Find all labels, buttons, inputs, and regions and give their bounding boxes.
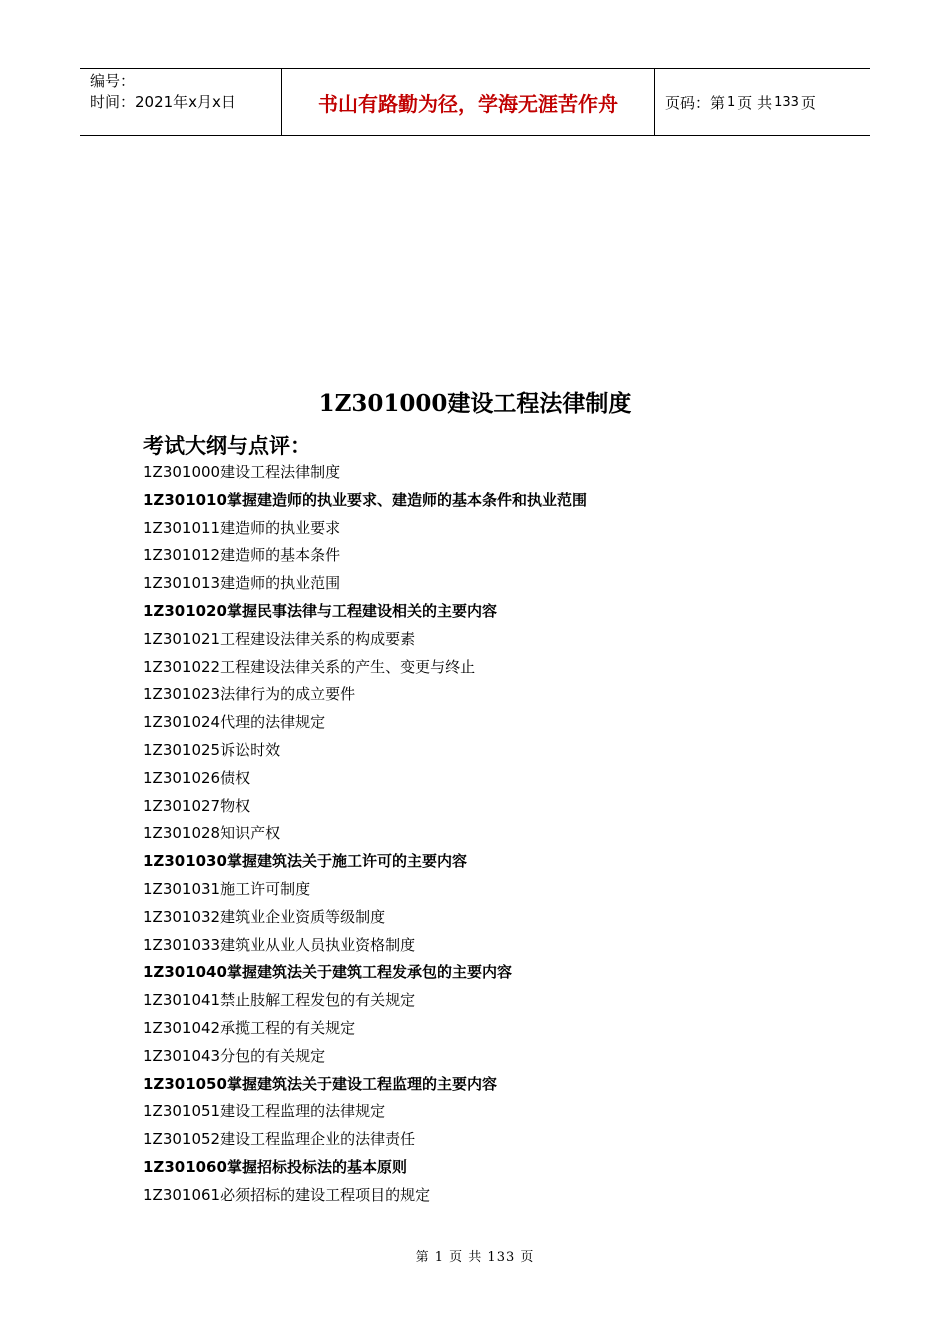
outline-item-code: 1Z301032 [143,907,221,926]
outline-item [143,709,587,737]
outline-item-code: 1Z301023 [143,685,221,704]
number-label: 编号： [90,72,136,90]
outline-item-code: 1Z301028 [143,824,221,843]
outline-item-text: 建设工程监理企业的法律责任 [220,1130,416,1149]
outline-item [143,1015,587,1043]
outline-item-code: 1Z301010 [143,490,227,509]
outline-item-code: 1Z301012 [143,546,221,565]
outline-item-code: 1Z301030 [143,852,227,871]
outline-item-code: 1Z301052 [143,1130,221,1149]
page-prefix: 页码：第 [665,93,726,112]
page-suffix: 页 [800,93,816,112]
outline-item [143,765,587,793]
outline-item [143,654,587,682]
outline-item-code: 1Z301061 [143,1185,221,1204]
outline-item-text: 建设工程法律制度 [220,463,341,481]
outline-item-code: 1Z301022 [143,657,221,676]
outline-item [143,848,587,876]
outline-item-text: 承揽工程的有关规定 [220,1018,356,1037]
outline-item [143,1043,587,1071]
outline-item-text: 掌握建筑法关于建筑工程发承包的主要内容 [226,963,512,982]
header-meta-cell [80,69,282,135]
outline-item [143,626,587,654]
outline-item [143,570,587,598]
outline-item [143,542,587,570]
outline-item [143,876,587,904]
outline-item [143,1126,587,1154]
outline-item [143,1071,587,1099]
outline-item-code: 1Z301021 [143,629,221,648]
outline-item-text: 掌握建造师的执业要求、建造师的基本条件和执业范围 [226,490,587,509]
outline-item [143,681,587,709]
outline-item-code: 1Z301040 [143,963,227,982]
outline-item [143,1182,587,1210]
outline-item-text: 知识产权 [220,824,281,843]
outline-item-text: 代理的法律规定 [220,713,326,732]
outline-item-code: 1Z301000 [143,463,221,481]
outline-item-code: 1Z301011 [143,518,221,537]
page-mid: 页 共 [737,93,773,112]
outline-item [143,1098,587,1126]
outline-item [143,459,587,487]
header-page-cell [655,69,870,135]
outline-item-code: 1Z301024 [143,713,221,732]
outline-item-text: 分包的有关规定 [220,1046,326,1065]
outline-item [143,820,587,848]
outline-item-text: 掌握招标投标法的基本原则 [226,1157,407,1176]
outline-item [143,959,587,987]
document-title: 1Z301000建设工程法律制度 [318,390,632,417]
outline-item-code: 1Z301051 [143,1102,221,1121]
outline-item-text: 建筑业从业人员执业资格制度 [220,935,416,954]
outline-item-text: 物权 [220,796,251,815]
outline-item-text: 债权 [220,768,251,787]
outline-item-code: 1Z301041 [143,991,221,1010]
outline-item [143,987,587,1015]
outline-item [143,487,587,515]
outline-item [143,904,587,932]
outline-item-text: 诉讼时效 [220,740,281,759]
outline-item-text: 建筑业企业资质等级制度 [220,907,386,926]
section-heading: 考试大纲与点评： [143,433,311,458]
outline-item [143,1154,587,1182]
outline-item-code: 1Z301050 [143,1074,227,1093]
outline-item-text: 法律行为的成立要件 [220,685,356,704]
outline-item [143,932,587,960]
time-label: 时间：2021年x月x日 [90,93,236,111]
outline-item-text: 建造师的执业要求 [220,518,341,537]
outline-item-text: 建造师的执业范围 [220,574,341,593]
outline-item-code: 1Z301033 [143,935,221,954]
outline-item-code: 1Z301042 [143,1018,221,1037]
outline-item-text: 建造师的基本条件 [220,546,341,565]
outline-item [143,793,587,821]
page-header [80,68,870,136]
outline-item-text: 施工许可制度 [220,879,311,898]
header-motto-cell [282,69,655,135]
outline-item-code: 1Z301020 [143,601,227,620]
outline-item-code: 1Z301043 [143,1046,221,1065]
outline-item-text: 工程建设法律关系的构成要素 [220,629,416,648]
outline-item-text: 掌握建筑法关于建设工程监理的主要内容 [226,1074,497,1093]
outline-item [143,737,587,765]
outline-item-code: 1Z301027 [143,796,221,815]
outline-item-text: 掌握民事法律与工程建设相关的主要内容 [226,601,497,620]
syllabus-outline [143,459,587,1210]
motto-text: 书山有路勤为径，学海无涯苦作舟 [318,91,618,116]
outline-item-code: 1Z301026 [143,768,221,787]
page-footer: 第 1 页 共 133 页 [415,1250,535,1265]
outline-item-text: 禁止肢解工程发包的有关规定 [220,991,416,1010]
outline-item-text: 工程建设法律关系的产生、变更与终止 [220,657,476,676]
outline-item-text: 建设工程监理的法律规定 [220,1102,386,1121]
outline-item-code: 1Z301013 [143,574,221,593]
outline-item-text: 必须招标的建设工程项目的规定 [220,1185,431,1204]
outline-item [143,515,587,543]
page-total: 133 [774,94,799,110]
outline-item-code: 1Z301031 [143,879,221,898]
outline-item-code: 1Z301060 [143,1157,227,1176]
page-current: 1 [727,94,736,110]
outline-item-code: 1Z301025 [143,740,221,759]
outline-item-text: 掌握建筑法关于施工许可的主要内容 [226,852,467,871]
outline-item [143,598,587,626]
